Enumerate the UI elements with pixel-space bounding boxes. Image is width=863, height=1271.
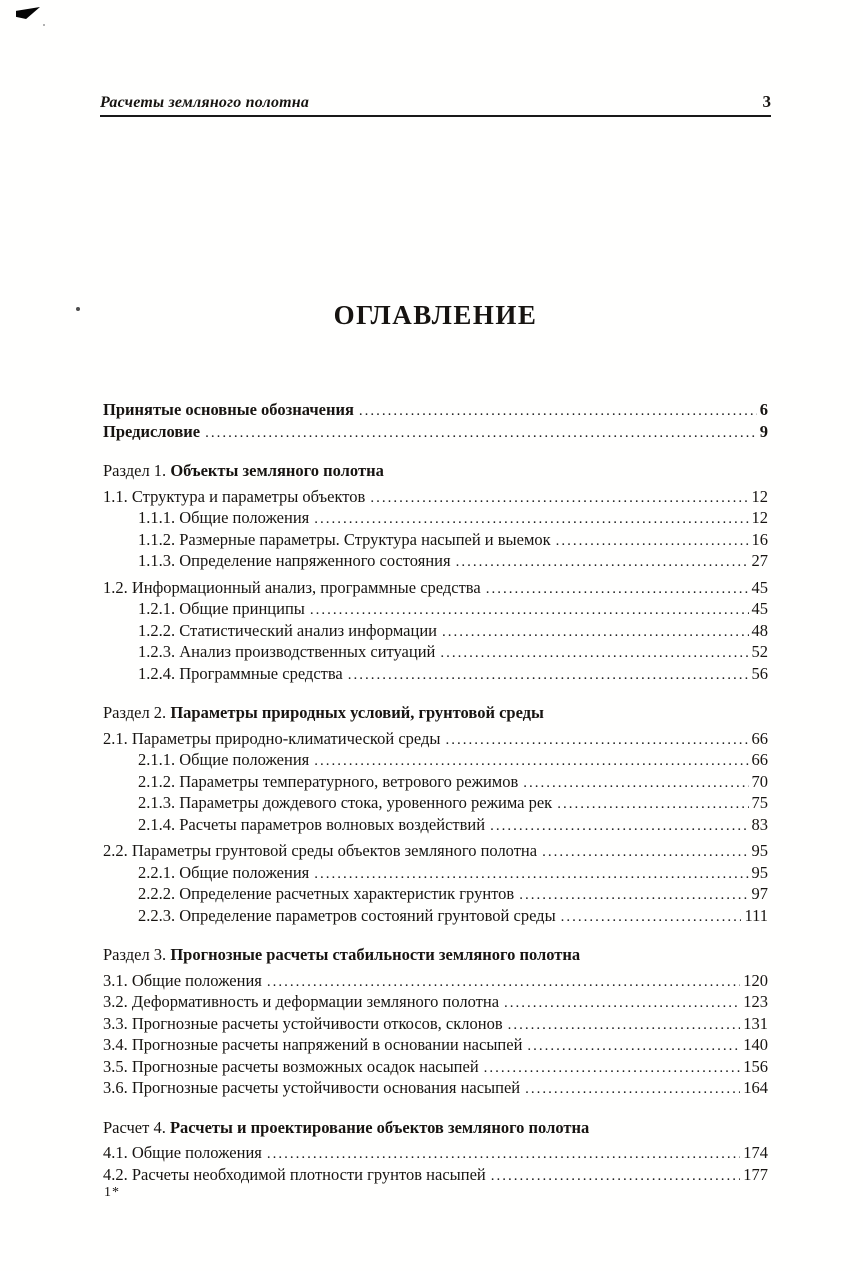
toc-group [103,971,768,1100]
toc-entry-label: 3.5. Прогнозные расчеты возможных осадок насыпей [103,1056,479,1076]
toc-entry-label: 3.2. Деформативность и деформации земляного полотна [103,992,500,1011]
page-content [103,300,768,1186]
dot-leader [370,487,748,509]
dot-leader [527,1035,740,1057]
toc-entry-label: 1.1.2. Размерные параметры. Структура насыпей и выемок [138,529,551,549]
toc-entry [103,729,768,751]
toc-entry-label: 1.2.3. Анализ производственных ситуаций [138,642,436,661]
toc-entry-page: 123 [743,992,768,1011]
section-number: Раздел 3. [103,945,171,964]
toc-entry-label: 2.1.4. Расчеты параметров волновых воздействий [138,814,486,834]
toc-entry-page: 95 [751,841,768,860]
section-number: Раздел 2. [103,703,171,722]
toc-entry-label: 1.1.1. Общие положения [138,508,310,527]
toc-entry-page: 83 [751,814,768,834]
toc-entry-page: 45 [751,577,768,597]
toc-entry-label: 1.2. Информационный анализ, программные средства [103,577,481,597]
toc-entry-page: 174 [743,1143,768,1162]
footer-signature-mark: 1* [104,1185,120,1200]
dot-leader [205,422,757,444]
dot-leader [486,578,749,600]
toc-entry [103,841,768,863]
toc-entry [103,621,768,643]
toc-entry [103,1035,768,1057]
dot-leader [442,621,749,643]
toc-entry [103,863,768,885]
toc-entry-label: Принятые основные обозначения [103,400,354,419]
toc-entry [103,530,768,552]
toc-entry [103,400,768,422]
toc-entry-label: 2.1. Параметры природно-климатической среды [103,728,441,748]
toc-entry-label: 1.2.2. Статистический анализ информации [138,620,437,640]
toc-entry-page: 120 [743,970,768,990]
running-title: Расчеты земляного полотна [100,94,310,111]
toc-entry-page: 66 [751,728,768,748]
toc-section [103,461,768,685]
front-matter-entries [103,400,768,443]
dot-leader [440,642,748,664]
toc-entry-label: 1.1.3. Определение напряженного состояния [138,551,451,570]
toc-entry-page: 48 [751,620,768,640]
dot-leader [557,793,748,815]
toc-entry-page: 70 [751,771,768,791]
toc-entry [103,815,768,837]
toc-entry [103,750,768,772]
toc-entry [103,642,768,664]
dot-leader [310,599,749,621]
toc-entry-page: 95 [751,862,768,882]
toc-entry-label: 1.1. Структура и параметры объектов [103,486,366,506]
toc-section [103,703,768,927]
dot-leader [525,1078,740,1100]
toc-entry [103,1143,768,1165]
dot-leader [267,1143,740,1165]
toc-entry [103,1014,768,1036]
section-title: Параметры природных условий, грунтовой среды [170,703,544,722]
toc-entry-label: 2.2.3. Определение параметров состояний грунтовой среды [138,905,556,925]
scan-artifact-mark [16,7,40,19]
toc-entry-page: 16 [751,529,768,549]
toc-entry-label: 3.6. Прогнозные расчеты устойчивости основания насыпей [103,1078,521,1097]
toc-entry-page: 164 [743,1078,768,1097]
section-title: Расчеты и проектирование объектов земляного полотна [169,1117,590,1137]
scan-speckle [43,24,45,26]
toc-entry-label: 2.1.3. Параметры дождевого стока, уровенного режима рек [138,793,553,812]
scan-speckle [76,307,80,311]
toc-entry-page: 6 [759,400,768,419]
toc-entry-label: 4.1. Общие положения [103,1143,262,1162]
toc-entry-page: 56 [751,663,768,683]
toc-entry-label: 2.2.1. Общие положения [138,862,310,882]
dot-leader [314,863,748,885]
dot-leader [484,1057,741,1079]
dot-leader [267,971,740,993]
section-title: Прогнозные расчеты стабильности земляного полотна [170,945,581,964]
toc-entry-page: 9 [759,421,768,441]
dot-leader [504,992,740,1014]
toc-section [103,1118,768,1187]
toc-group [103,1143,768,1186]
toc-group [103,729,768,837]
dot-leader [456,551,749,573]
toc-entry-label: 1.2.4. Программные средства [138,663,343,683]
toc-entry [103,971,768,993]
toc-entry [103,906,768,928]
toc-entry-page: 27 [751,551,768,570]
dot-leader [445,729,748,751]
toc-entry-page: 12 [751,486,768,506]
section-heading [103,1118,768,1139]
toc-entry-label: 3.3. Прогнозные расчеты устойчивости откосов, склонов [103,1013,503,1033]
toc-entry-page: 97 [751,884,768,903]
dot-leader [556,530,749,552]
running-header [100,92,771,117]
section-number: Расчет 4. [103,1117,170,1137]
toc-entry-label: 2.2. Параметры грунтовой среды объектов земляного полотна [103,841,538,860]
toc-entry-page: 45 [751,599,768,618]
toc-entry [103,578,768,600]
toc-entry-page: 12 [751,508,768,527]
toc-entry [103,1165,768,1187]
toc-entry-page: 52 [751,642,768,661]
toc-entry-label: 3.1. Общие положения [103,970,262,990]
section-title: Объекты земляного полотна [170,461,384,480]
toc-entry-label: 2.1.2. Параметры температурного, ветрового режимов [138,771,519,791]
toc-entry-label: 4.2. Расчеты необходимой плотности грунтов насыпей [103,1164,486,1184]
toc-entry [103,884,768,906]
dot-leader [561,906,742,928]
toc-entry-label: 2.2.2. Определение расчетных характеристик грунтов [138,884,515,903]
toc-entry [103,772,768,794]
table-of-contents [103,400,768,1186]
dot-leader [519,884,748,906]
toc-entry-page: 111 [744,905,768,925]
toc-group [103,578,768,686]
section-heading [103,461,768,482]
dot-leader [508,1014,741,1036]
page-number: 3 [762,92,771,111]
dot-leader [491,1165,741,1187]
toc-entry [103,508,768,530]
toc-entry [103,793,768,815]
toc-entry [103,1057,768,1079]
dot-leader [314,508,748,530]
toc-entry-label: 3.4. Прогнозные расчеты напряжений в основании насыпей [103,1035,523,1054]
dot-leader [359,400,757,422]
toc-entry-label: 2.1.1. Общие положения [138,750,310,769]
toc-entry-page: 140 [743,1035,768,1054]
toc-entry [103,1078,768,1100]
dot-leader [542,841,748,863]
toc-entry-page: 177 [743,1164,768,1184]
dot-leader [523,772,748,794]
toc-entry-label: 1.2.1. Общие принципы [138,599,305,618]
toc-entry-page: 75 [751,793,768,812]
section-number: Раздел 1. [103,461,171,480]
toc-entry [103,487,768,509]
toc-entry [103,992,768,1014]
toc-group [103,841,768,927]
toc-entry [103,664,768,686]
toc-section [103,945,768,1100]
toc-entry [103,599,768,621]
toc-entry-page: 156 [743,1056,768,1076]
dot-leader [490,815,748,837]
toc-entry [103,422,768,444]
page-title: ОГЛАВЛЕНИЕ [333,300,538,330]
toc-entry-page: 131 [743,1013,768,1033]
toc-entry-label: Предисловие [103,421,201,441]
toc-entry [103,551,768,573]
section-heading [103,945,768,966]
toc-entry-page: 66 [751,750,768,769]
section-heading [103,703,768,724]
dot-leader [314,750,748,772]
toc-group [103,487,768,573]
dot-leader [348,664,749,686]
